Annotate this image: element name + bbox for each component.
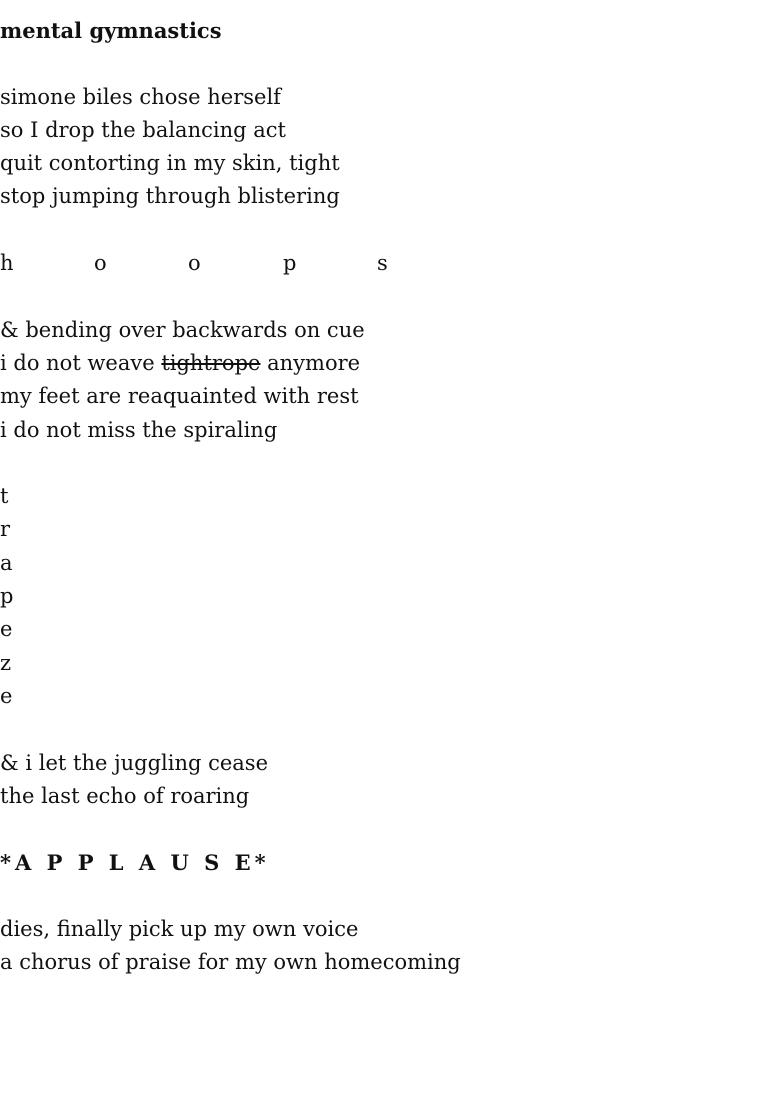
poem-title: mental gymnastics (0, 18, 222, 43)
trapeze-letter: p (0, 584, 14, 609)
stanza-break (0, 447, 777, 480)
stanza-break (0, 713, 777, 746)
poem-line: stop jumping through blistering (0, 184, 340, 209)
hoops-letter: s (377, 251, 388, 276)
stanza-break (0, 214, 777, 247)
trapeze-letter: r (0, 517, 11, 542)
stanza-break (0, 280, 777, 313)
poem-line: the last echo of roaring (0, 783, 250, 808)
hoops-letter: o (94, 251, 107, 276)
trapeze-letter: z (0, 650, 12, 675)
poem-line: & bending over backwards on cue (0, 317, 365, 342)
stanza-break (0, 813, 777, 846)
hoops-letter: o (188, 251, 201, 276)
poem-line: so I drop the balancing act (0, 117, 286, 142)
line-text: anymore (260, 350, 361, 375)
stanza-break (0, 47, 777, 80)
trapeze-letter: e (0, 683, 13, 708)
poem-line: a chorus of praise for my own homecoming (0, 950, 461, 975)
poem-line: my feet are reaquainted with rest (0, 384, 359, 409)
trapeze-letter: t (0, 484, 9, 509)
struck-word: tightrope (161, 350, 261, 375)
poem-line: & i let the juggling cease (0, 750, 268, 775)
poem-line: quit contorting in my skin, tight (0, 151, 340, 176)
trapeze-letter: a (0, 550, 13, 575)
hoops-spaced-word (0, 247, 777, 280)
poem-line-with-strike (0, 347, 777, 380)
poem-line: i do not miss the spiraling (0, 417, 278, 442)
hoops-letter: p (283, 251, 297, 276)
hoops-letter: h (0, 251, 14, 276)
line-text: i do not weave (0, 350, 162, 375)
applause-line: *A P P L A U S E* (0, 850, 270, 876)
trapeze-letter: e (0, 617, 13, 642)
poem-line: simone biles chose herself (0, 84, 281, 109)
poem (0, 14, 777, 980)
stanza-break (0, 880, 777, 913)
poem-line: dies, finally pick up my own voice (0, 917, 359, 942)
